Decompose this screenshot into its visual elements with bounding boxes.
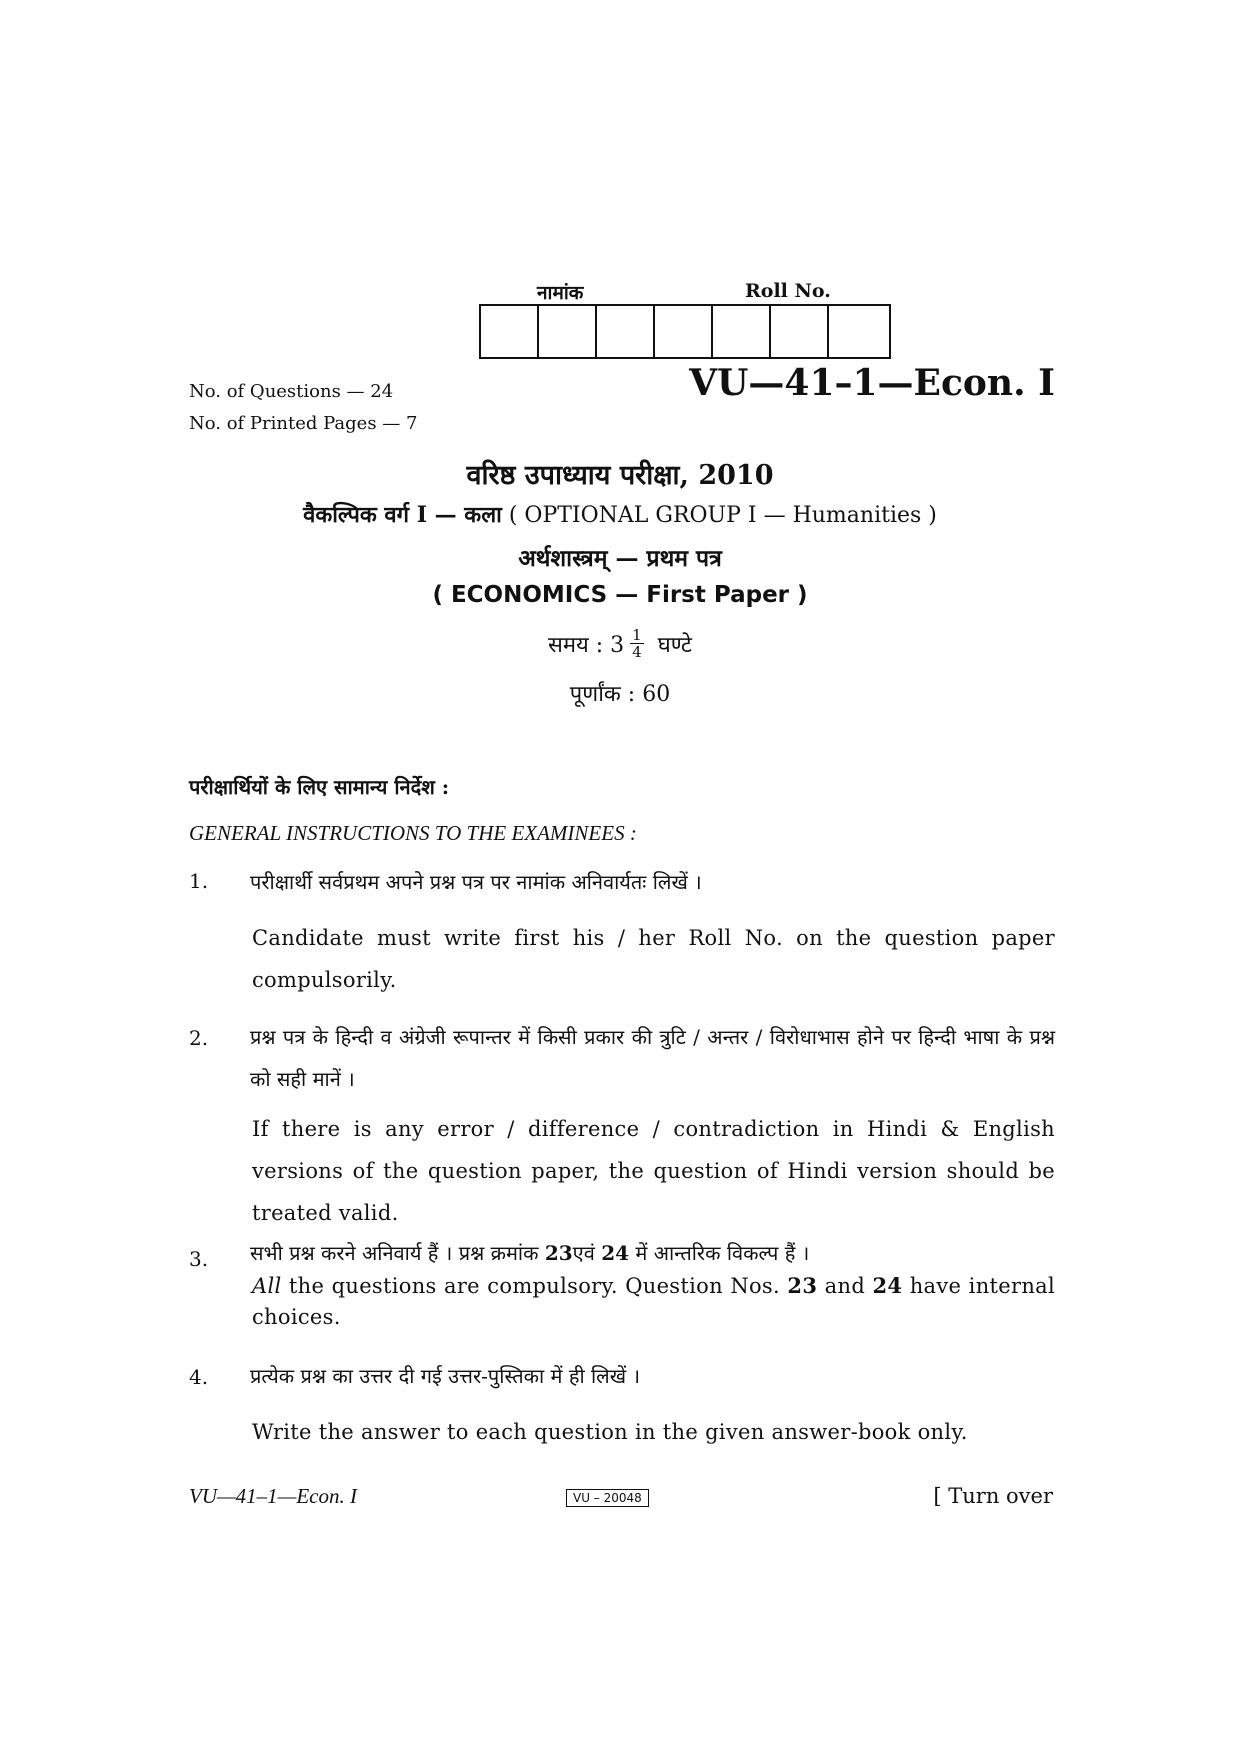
instruction-3-hindi-part: में आन्तरिक विकल्प हैं । xyxy=(635,1241,810,1265)
subject-english: ( ECONOMICS — First Paper ) xyxy=(432,582,808,608)
roll-digit-box[interactable] xyxy=(771,306,829,357)
instruction-number: 2. xyxy=(189,1026,209,1050)
paper-code: VU—41–1—Econ. I xyxy=(689,362,1055,404)
time-fraction xyxy=(630,627,644,660)
question-number: 24 xyxy=(872,1273,903,1298)
roll-digit-box[interactable] xyxy=(655,306,713,357)
instruction-3-english-part: All xyxy=(252,1274,282,1298)
question-number: 24 xyxy=(601,1241,630,1265)
question-number: 23 xyxy=(544,1241,573,1265)
number-of-printed-pages: No. of Printed Pages — 7 xyxy=(189,413,418,434)
footer-paper-code: VU—41–1—Econ. I xyxy=(189,1484,357,1508)
turn-over-note: [ Turn over xyxy=(933,1484,1053,1508)
instruction-3-english-part: and xyxy=(824,1274,866,1298)
instruction-3-hindi-part: सभी प्रश्न करने अनिवार्य हैं । प्रश्न क्रमांक xyxy=(250,1241,539,1265)
instruction-number: 1. xyxy=(189,869,209,893)
exam-title: वरिष्ठ उपाध्याय परीक्षा, 2010 xyxy=(466,460,774,491)
number-of-questions: No. of Questions — 24 xyxy=(189,381,394,402)
footer-serial-number: VU – 20048 xyxy=(566,1489,649,1507)
instruction-1-english: Candidate must write first his / her Roll No. on the question paper compulsorily. xyxy=(252,926,1055,992)
fraction-numerator: 1 xyxy=(632,626,642,644)
instruction-2-english: If there is any error / difference / contradiction in Hindi & English versions of the question paper, the question of Hindi version should be treated valid. xyxy=(252,1117,1055,1225)
question-number: 23 xyxy=(787,1273,818,1298)
instruction-4-english: Write the answer to each question in the given answer-book only. xyxy=(252,1420,968,1444)
instruction-number: 4. xyxy=(189,1365,209,1389)
instruction-number: 3. xyxy=(189,1247,209,1271)
instructions-heading-hindi: परीक्षार्थियों के लिए सामान्य निर्देश : xyxy=(189,775,450,799)
roll-number-boxes xyxy=(479,304,891,359)
instruction-2-hindi: प्रश्न पत्र के हिन्दी व अंग्रेजी रूपान्तर में किसी प्रकार की त्रुटि / अन्तर / विरोधाभास होने पर हिन्दी भाषा के प्रश्न को सही मानें । xyxy=(250,1025,1055,1091)
optional-group xyxy=(0,499,1240,529)
roll-digit-box[interactable] xyxy=(597,306,655,357)
fraction-denominator: 4 xyxy=(632,643,642,661)
optional-group-hindi: वैकल्पिक वर्ग I — कला xyxy=(303,502,502,528)
roll-digit-box[interactable] xyxy=(481,306,539,357)
time-unit: घण्टे xyxy=(657,632,693,658)
instruction-1-hindi: परीक्षार्थी सर्वप्रथम अपने प्रश्न पत्र पर नामांक अनिवार्यतः लिखें । xyxy=(250,870,702,894)
time-allowed xyxy=(0,627,1240,660)
instruction-4-hindi: प्रत्येक प्रश्न का उत्तर दी गई उत्तर-पुस्तिका में ही लिखें । xyxy=(250,1364,641,1388)
subject-hindi: अर्थशास्त्रम् — प्रथम पत्र xyxy=(518,545,722,572)
instruction-3-english-part: have internal choices. xyxy=(252,1274,1055,1329)
roll-digit-box[interactable] xyxy=(539,306,597,357)
optional-group-english: ( OPTIONAL GROUP I — Humanities ) xyxy=(508,503,937,528)
roll-label-english: Roll No. xyxy=(745,280,831,302)
roll-label-hindi: नामांक xyxy=(537,282,584,304)
time-label: समय : 3 xyxy=(547,632,625,658)
instruction-3-english-part: the questions are compulsory. Question Nos. xyxy=(288,1274,780,1298)
instruction-3-english xyxy=(252,1270,1055,1333)
roll-digit-box[interactable] xyxy=(713,306,771,357)
instruction-3-hindi-part: एवं xyxy=(572,1241,595,1265)
roll-digit-box[interactable] xyxy=(829,306,889,357)
instructions-heading-english: GENERAL INSTRUCTIONS TO THE EXAMINEES : xyxy=(189,821,637,845)
maximum-marks: पूर्णांक : 60 xyxy=(569,682,671,707)
instruction-3-hindi xyxy=(250,1237,1055,1269)
